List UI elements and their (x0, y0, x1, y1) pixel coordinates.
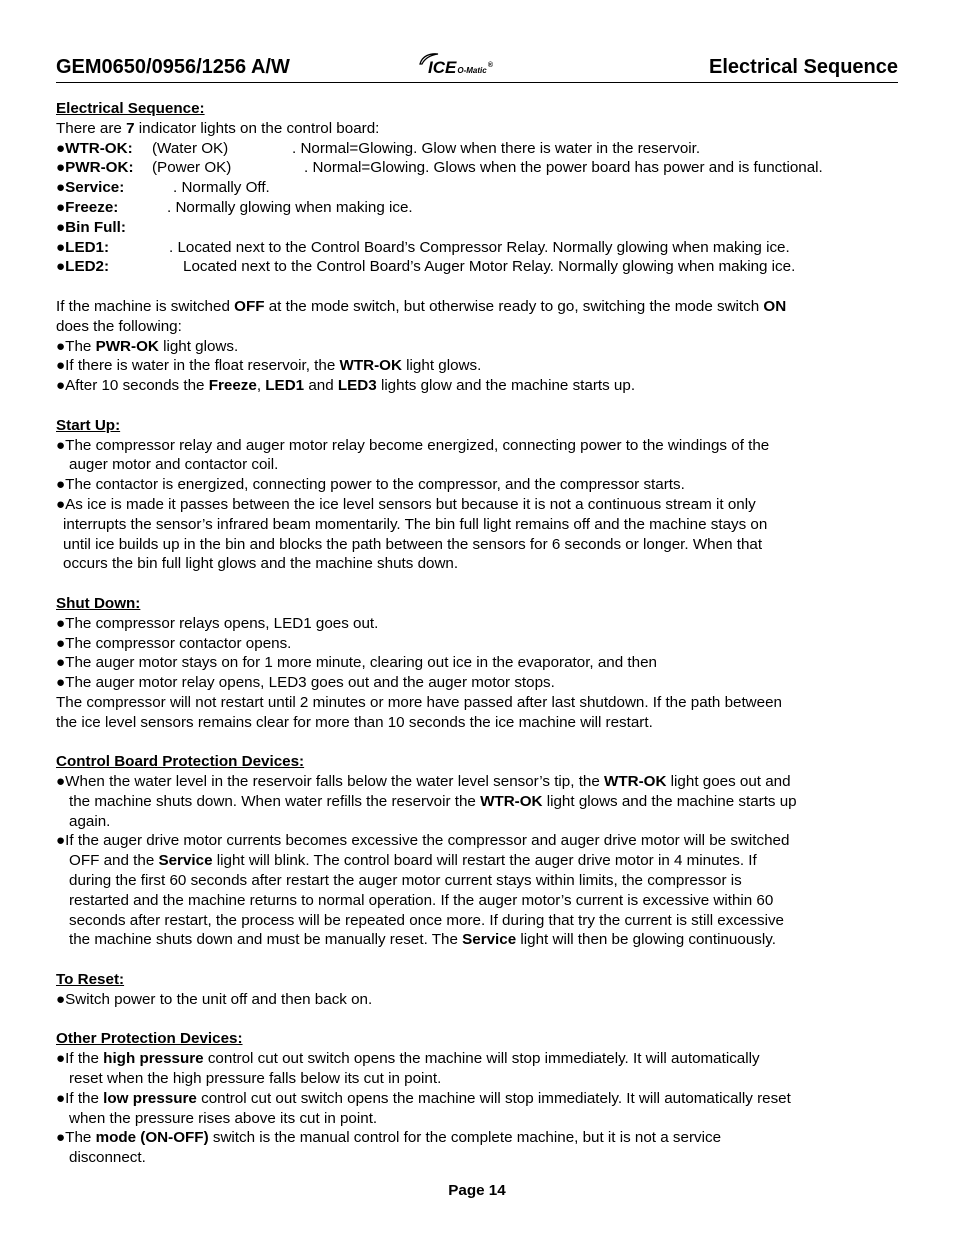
page-number: Page 14 (448, 1182, 506, 1199)
shutdown-paragraph-cont: the ice level sensors remains clear for more than 10 seconds the ice machine will restart. (56, 713, 653, 731)
indicator-led1: ●LED1: . Located next to the Control Board’s Compressor Relay. Normally glowing when making ice. (56, 238, 790, 256)
switch-paragraph-cont: does the following: (56, 317, 182, 335)
document-body (56, 99, 898, 1168)
list-item: ●If the low pressure control cut out switch opens the machine will stop immediately. It will automatically reset (56, 1089, 791, 1107)
section-title: Electrical Sequence (709, 56, 898, 78)
shutdown-title: Shut Down: (56, 594, 141, 612)
intro-lead: There are 7 indicator lights on the control board: (56, 119, 380, 137)
list-item-cont: OFF and the Service light will blink. The control board will restart the auger drive motor in 4 minutes. If (69, 852, 757, 870)
list-item: ●The mode (ON-OFF) switch is the manual control for the complete machine, but it is not a service (56, 1129, 722, 1147)
protection-title: Control Board Protection Devices: (56, 753, 305, 771)
list-item: ●The compressor relay and auger motor relay become energized, connecting power to the windings of the (56, 436, 770, 454)
list-item-cont: reset when the high pressure falls below its cut in point. (69, 1070, 442, 1088)
indicator-freeze: ●Freeze: . Normally glowing when making ice. (56, 198, 413, 216)
list-item-cont: occurs the bin full light glows and the machine shuts down. (63, 555, 459, 573)
intro-title: Electrical Sequence: (56, 100, 205, 117)
list-item: ●As ice is made it passes between the ice level sensors but because it is not a continuous stream it only (56, 495, 756, 513)
list-item: ●After 10 seconds the Freeze, LED1 and LED3 lights glow and the machine starts up. (56, 377, 636, 395)
list-item: ●The auger motor relay opens, LED3 goes out and the auger motor stops. (56, 674, 555, 692)
list-item: ●The compressor contactor opens. (56, 634, 292, 652)
indicator-bin-full: ●Bin Full: (56, 218, 126, 236)
startup-title: Start Up: (56, 416, 121, 434)
list-item-cont: disconnect. (69, 1149, 146, 1167)
logo-ice: ICE (428, 58, 457, 77)
list-item: ●The compressor relays opens, LED1 goes out. (56, 614, 379, 632)
list-item-cont: seconds after restart, the process will be repeated once more. If during that try the current is still excessive (69, 911, 784, 929)
list-item: ●If the auger drive motor currents becomes excessive the compressor and auger drive motor will be switched (56, 832, 790, 850)
indicator-pwr-ok: ●PWR-OK: (Power OK) . Normal=Glowing. Glows when the power board has power and is functional. (56, 159, 823, 177)
other-title: Other Protection Devices: (56, 1030, 243, 1048)
logo-registered: ® (487, 62, 493, 69)
list-item: ●The auger motor stays on for 1 more minute, clearing out ice in the evaporator, and then (56, 654, 657, 672)
list-item: ●Switch power to the unit off and then back on. (56, 990, 373, 1008)
shutdown-paragraph: The compressor will not restart until 2 minutes or more have passed after last shutdown. If the path between (56, 693, 782, 711)
list-item-cont: the machine shuts down. When water refills the reservoir the WTR-OK light glows and the machine starts up (69, 792, 797, 810)
indicator-wtr-ok: ●WTR-OK: (Water OK) . Normal=Glowing. Glow when there is water in the reservoir. (56, 139, 701, 157)
switch-paragraph: If the machine is switched OFF at the mode switch, but otherwise ready to go, switching the mode switch ON (56, 297, 787, 315)
list-item-cont: until ice builds up in the bin and blocks the path between the sensors for 6 seconds or longer. When that (63, 535, 763, 553)
list-item-cont: the machine shuts down and must be manually reset. The Service light will then be glowing continuously. (69, 931, 776, 949)
logo-omatic: O-Matic (457, 66, 487, 75)
list-item-cont: auger motor and contactor coil. (69, 456, 279, 474)
indicator-service: ●Service: . Normally Off. (56, 179, 270, 197)
reset-title: To Reset: (56, 971, 125, 989)
list-item: ●The contactor is energized, connecting power to the compressor, and the compressor starts. (56, 476, 685, 494)
list-item-cont: interrupts the sensor’s infrared beam momentarily. The bin full light remains off and the machine stays on (63, 515, 768, 533)
list-item-cont: during the first 60 seconds after restart the auger motor current stays within limits, the compressor is (69, 872, 742, 890)
indicator-led2: ●LED2: Located next to the Control Board’s Auger Motor Relay. Normally glowing when making ice. (56, 258, 796, 276)
list-item: ●When the water level in the reservoir falls below the water level sensor’s tip, the WTR-OK light goes out and (56, 773, 791, 791)
list-item-cont: restarted and the machine returns to normal operation. If the auger motor’s current is excessive within 60 (69, 891, 774, 909)
list-item-cont: again. (69, 812, 111, 830)
page-header (56, 56, 898, 83)
list-item-cont: when the pressure rises above its cut in point. (69, 1109, 378, 1127)
brand-logo (422, 54, 493, 77)
list-item: ●The PWR-OK light glows. (56, 337, 239, 355)
model-title: GEM0650/0956/1256 A/W (56, 56, 290, 78)
list-item: ●If the high pressure control cut out switch opens the machine will stop immediately. It will automatically (56, 1050, 760, 1068)
list-item: ●If there is water in the float reservoir, the WTR-OK light glows. (56, 357, 482, 375)
